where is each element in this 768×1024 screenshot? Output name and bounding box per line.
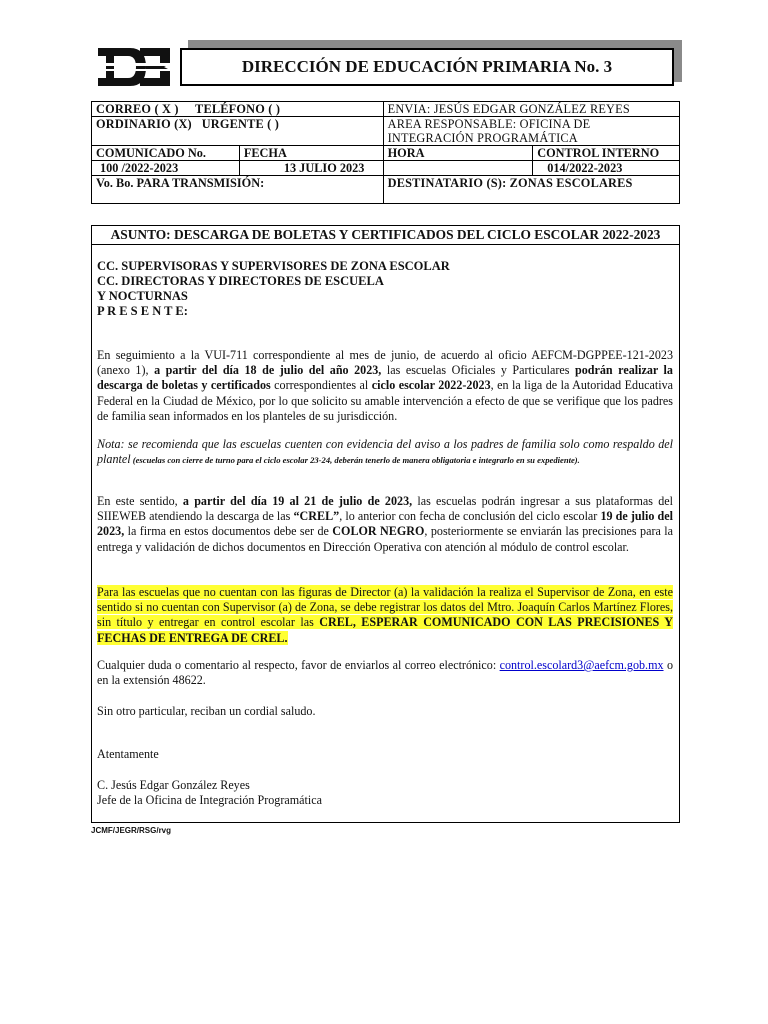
p2-text-f: 19 de julio del 2023, bbox=[97, 509, 673, 539]
paragraph-1 bbox=[97, 348, 673, 424]
envia-cell: ENVIA: JESÚS EDGAR GONZÁLEZ REYES bbox=[383, 102, 679, 117]
p2-text-h: COLOR NEGRO bbox=[332, 524, 425, 539]
fecha-value: 13 JULIO 2023 bbox=[239, 161, 383, 176]
d3-logo bbox=[96, 44, 174, 90]
signature-block bbox=[97, 778, 673, 808]
addressees bbox=[97, 259, 450, 319]
comunicado-label: COMUNICADO No. bbox=[92, 146, 240, 161]
p3-text-b: CREL, ESPERAR COMUNICADO CON LAS PRECISIONES Y FECHAS DE ENTREGA DE CREL. bbox=[97, 615, 673, 645]
p1-text-b: a partir del día 18 de julio del año 2023, bbox=[154, 363, 382, 378]
page-title: DIRECCIÓN DE EDUCACIÓN PRIMARIA No. 3 bbox=[180, 48, 674, 86]
nota-text: Nota: se recomienda que las escuelas cuenten con evidencia del aviso a los padres de familia solo como respaldo del plantel bbox=[97, 437, 673, 466]
p1-text-a: En seguimiento a la VUI-711 correspondiente al mes de junio, de acuerdo al oficio AEFCM-DGPPEE-121-2023 (anexo 1), bbox=[97, 348, 673, 378]
addressee-1: CC. SUPERVISORAS Y SUPERVISORES DE ZONA ESCOLAR bbox=[97, 259, 450, 273]
signer-title: Jefe de la Oficina de Integración Programática bbox=[97, 793, 322, 808]
area-line-2: INTEGRACIÓN PROGRAMÁTICA bbox=[387, 131, 578, 145]
email-link[interactable]: control.escolard3@aefcm.gob.mx bbox=[499, 658, 664, 672]
header-form-table bbox=[91, 101, 680, 204]
telefono-option: TELÉFONO ( ) bbox=[195, 102, 281, 116]
vobo-cell: Vo. Bo. PARA TRANSMISIÓN: bbox=[92, 176, 384, 204]
p2-text-a: En este sentido, bbox=[97, 494, 183, 508]
paragraph-3-highlighted bbox=[97, 585, 673, 646]
p1-text-g: , en la liga de la Autoridad Educativa Federal en la Ciudad de México, por lo que solicito su amable intervención a efecto de que se verifique que los padres de familia sean informados en los planteles de su jurisdicción. bbox=[97, 378, 673, 423]
paragraph-4 bbox=[97, 658, 673, 688]
p2-text-b: a partir del día 19 al 21 de julio de 2023, bbox=[182, 494, 413, 508]
p2-text-e: , lo anterior con fecha de conclusión del ciclo escolar bbox=[339, 509, 601, 524]
area-line-1: AREA RESPONSABLE: OFICINA DE bbox=[387, 117, 591, 131]
p2-text-c: las escuelas podrán ingresar a sus plataformas del SIIEWEB atendiendo la descarga de las bbox=[97, 494, 673, 524]
paragraph-2 bbox=[97, 494, 673, 555]
ordinario-option: ORDINARIO (X) bbox=[96, 117, 192, 131]
p1-text-e: correspondientes al bbox=[270, 378, 372, 393]
p4-text-b: o en la extensión 48622. bbox=[97, 658, 673, 688]
paragraph-5: Sin otro particular, reciban un cordial saludo. bbox=[97, 704, 316, 718]
signer-name: C. Jesús Edgar González Reyes bbox=[97, 778, 250, 792]
p3-text-a: Para las escuelas que no cuentan con las figuras de Director (a) la validación la realiza el Supervisor de Zona, en este sentido si no cuentan con Supervisor (a) de Zona, se debe registrar los datos del Mtro. Joaquín Carlos Martínez Flores, sin título y entregar en control escolar las bbox=[97, 585, 673, 630]
control-value: 014/2022-2023 bbox=[533, 161, 680, 176]
fecha-label: FECHA bbox=[239, 146, 383, 161]
addressee-2: CC. DIRECTORAS Y DIRECTORES DE ESCUELA bbox=[97, 274, 384, 288]
hora-value bbox=[383, 161, 533, 176]
p4-text-a: Cualquier duda o comentario al respecto, favor de enviarlos al correo electrónico: bbox=[97, 658, 500, 672]
nota-small-text: (escuelas con cierre de turno para el ciclo escolar 23-24, deberán tenerlo de manera obligatoria e integrarlo en su expediente). bbox=[130, 455, 580, 465]
correo-telefono-cell bbox=[92, 102, 384, 117]
p1-text-d: podrán realizar la descarga de boletas y certificados bbox=[97, 363, 673, 393]
presente: P R E S E N T E: bbox=[97, 304, 188, 318]
p2-text-g: la firma en estos documentos debe ser de bbox=[124, 524, 333, 539]
correo-option: CORREO ( X ) bbox=[96, 102, 179, 116]
p1-text-c: las escuelas Oficiales y Particulares bbox=[381, 363, 576, 378]
logo-graphic bbox=[96, 44, 174, 90]
destinatario-cell: DESTINATARIO (S): ZONAS ESCOLARES bbox=[383, 176, 679, 204]
subject-line: ASUNTO: DESCARGA DE BOLETAS Y CERTIFICADOS DEL CICLO ESCOLAR 2022-2023 bbox=[92, 226, 679, 245]
closing: Atentamente bbox=[97, 747, 159, 761]
p1-text-f: ciclo escolar 2022-2023 bbox=[371, 378, 491, 393]
area-responsable-cell bbox=[383, 117, 679, 146]
addressee-3: Y NOCTURNAS bbox=[97, 289, 188, 303]
communique-body bbox=[91, 225, 680, 823]
footer-initials: JCMF/JEGR/RSG/rvg bbox=[91, 826, 172, 835]
comunicado-value: 100 /2022-2023 bbox=[92, 161, 240, 176]
urgente-option: URGENTE ( ) bbox=[201, 117, 280, 131]
control-label: CONTROL INTERNO bbox=[533, 146, 680, 161]
ordinario-urgente-cell bbox=[92, 117, 384, 146]
p2-text-i: , posteriormente se enviarán las precisiones para la entrega y validación de dichos documentos en Dirección Operativa con atención al módulo de control escolar. bbox=[97, 524, 673, 554]
hora-label: HORA bbox=[383, 146, 533, 161]
p2-text-d: “CREL” bbox=[293, 509, 340, 524]
nota-paragraph bbox=[97, 437, 673, 467]
